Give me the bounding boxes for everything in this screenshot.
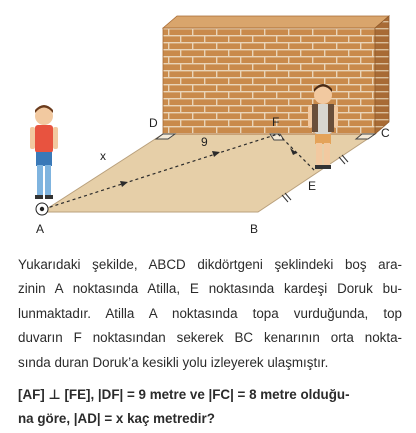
label-b: B	[250, 222, 259, 236]
paragraph-line: sında duran Doruk’a kesikli yolu izleyerek ulaşmıştır.	[18, 354, 329, 370]
paragraph-line: duvarın F noktasından sekerek BC kenarının orta nokta-	[18, 330, 402, 346]
label-e: E	[308, 179, 317, 193]
boy-atilla	[30, 105, 58, 199]
label-df-length: 9	[201, 135, 208, 149]
problem-paragraph	[18, 253, 402, 375]
paragraph-line: Yukarıdaki şekilde, ABCD dikdörtgeni şeklindeki boş ara-	[18, 257, 402, 272]
problem-text	[18, 253, 402, 432]
soccer-ball	[36, 203, 48, 215]
label-c: C	[381, 126, 390, 140]
paragraph-line: zinin A noktasında Atilla, E noktasında kardeşi Doruk bu-	[18, 281, 402, 297]
label-d: D	[149, 116, 158, 130]
paragraph-line: lunmaktadır. Atilla A noktasında topa vurduğunda, top	[18, 305, 402, 321]
question-line: na göre, |AD| = x kaç metredir?	[18, 411, 215, 427]
label-a: A	[36, 222, 45, 236]
label-f: F	[272, 115, 280, 129]
question-text	[18, 383, 402, 432]
label-ad-length: x	[100, 149, 106, 163]
question-line: [AF] ⊥ [FE], |DF| = 9 metre ve |FC| = 8 metre olduğu-	[18, 387, 350, 403]
